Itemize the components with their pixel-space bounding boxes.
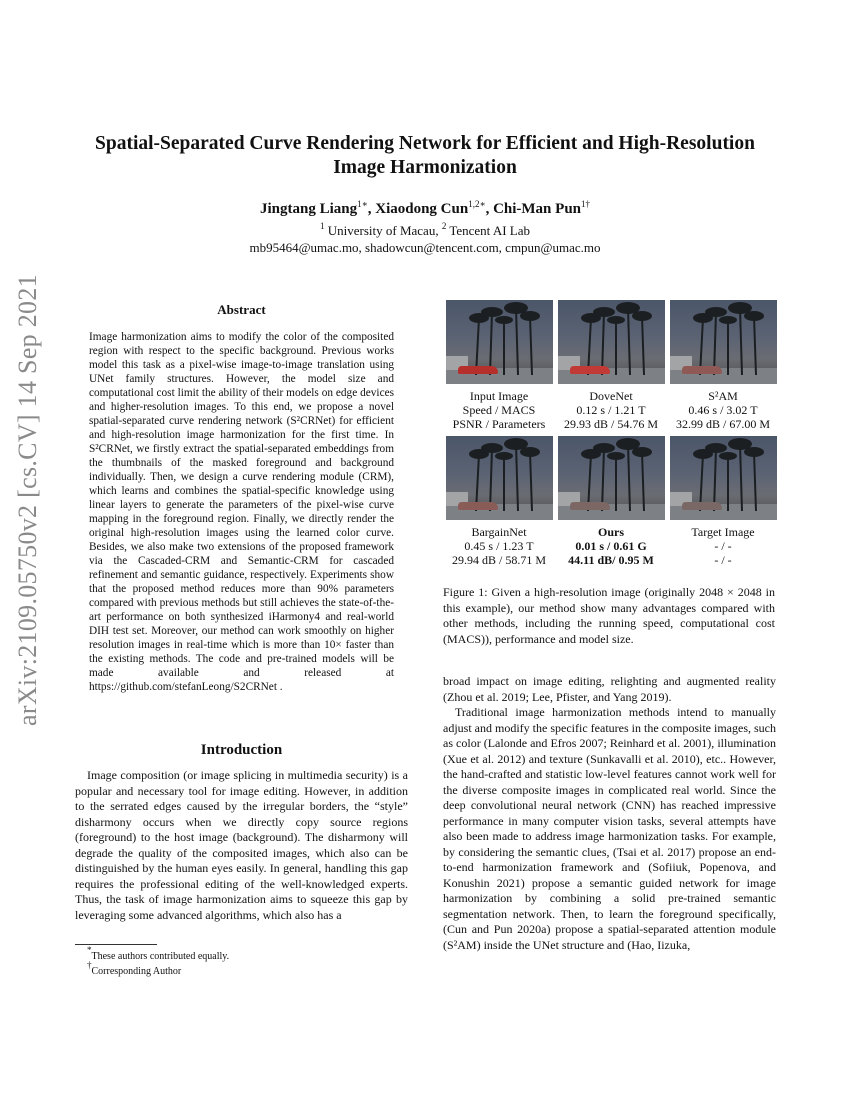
figure-thumbnail <box>670 436 777 520</box>
figure-thumbnail <box>446 436 553 520</box>
method-name: S²AM <box>708 389 738 403</box>
title-line-1: Spatial-Separated Curve Rendering Network for Efficient and High-Resolution <box>95 133 755 154</box>
figure-caption-cell <box>564 389 658 431</box>
method-name: Input Image <box>469 389 529 403</box>
car <box>570 502 610 510</box>
psnr-params: 29.94 dB / 58.71 M <box>451 553 546 567</box>
footnote-text: Corresponding Author <box>91 966 182 977</box>
speed-macs: - / - <box>714 539 732 553</box>
footnote-1 <box>87 945 230 963</box>
figure-1 <box>443 300 779 567</box>
title-line-2: Image Harmonization <box>333 157 517 178</box>
figure-caption-cell <box>453 389 546 431</box>
paragraph: broad impact on image editing, relighting and augmented reality (Zhou et al. 2019; Lee, Pfister, and Yang 2019). <box>443 674 776 704</box>
car <box>682 502 722 510</box>
author-list: Jingtang Liang$^{1∗}$, Xiaodong Cun$^{1,2∗}$, Chi-Man Pun$^{1\dagger}$ <box>259 199 590 217</box>
abstract-text: Image harmonization aims to modify the color of the composited region with respect to the specific background. Previous works model this task as a pixel-wise image-to-image translation using UNet family structures. However, the model size and computational cost limit the ability of their models on edge devices and higher-resolution images. To this end, we propose a novel spatial-separated curve rendering network (S²CRNet) for efficient and high-resolution image harmonization for the first time. In S²CRNet, we firstly extract the spatial-separated embeddings from the thumbnails of the masked foreground and background individually. Then, we design a curve rendering module (CRM), which learns and combines the spatial-specific knowledge using linear layers to generate the parameters of the pixel-wise curve mapping in the foreground region. Finally, we directly render the original high-resolution images using the learned color curve. Besides, we also make two extensions of the proposed framework via the Cascaded-CRM and Semantic-CRM for cascaded refinement and semantic guidance, respectively. Experiments show that the proposed method reduces more than 90% parameters compared with previous methods but still achieves the state-of-the-art performance on both synthesized iHarmony4 and real-world DIH test set. Moreover, our method can work smoothly on higher resolution images in real-time which is more than 10× faster than the existing methods. The code and pre-trained models will be made available and released at https://github.com/stefanLeong/S2CRNet . <box>89 331 394 693</box>
figure-cell-s2am <box>667 300 779 431</box>
abstract-heading: Abstract <box>217 302 266 317</box>
speed-macs: 0.12 s / 1.21 T <box>576 403 646 417</box>
right-column-text <box>443 674 776 953</box>
speed-macs: Speed / MACS <box>462 403 536 417</box>
paragraph: Traditional image harmonization methods intend to manually adjust and modify the specific features in the composite images, such as color (Lalonde and Efros 2007; Reinhard et al. 2001), illumination (Xue et al. 2012) and texture (Sunkavalli et al. 2010), etc.. However, the hand-crafted and statistic low-level features cannot work well for the diverse composite images in complicated real world. Since the deep convolutional neural network (CNN) has reached impressive performance in many computer vision tasks, several attempts have also been made to address image harmonization tasks. For example, by considering the semantic clues, (Tsai et al. 2017) propose an end-to-end harmonization framework and (Sofiiuk, Popenova, and Konushin 2021) propose a semantic guided network for image harmonization by combining a solid pre-trained semantic segmentation network. Then, to learn the foreground specifically, (Cun and Pun 2020a) propose a spatial-separated attention module (S²AM) inside the UNet structure and (Hao, Iizuka, <box>443 705 776 952</box>
paper-title <box>60 132 790 180</box>
speed-macs: 0.45 s / 1.23 T <box>464 539 534 553</box>
affil-mark: 1 <box>319 221 325 231</box>
method-name: DoveNet <box>589 389 633 403</box>
method-name: Ours <box>597 525 624 539</box>
author-mark: 1† <box>581 199 590 209</box>
author-mark: 1∗ <box>357 199 368 209</box>
figure-cell-target <box>667 436 779 567</box>
figure-cell-dovenet <box>555 300 667 431</box>
psnr-params: PSNR / Parameters <box>452 417 546 431</box>
author-name: Xiaodong Cun <box>375 201 469 217</box>
figure-thumbnail <box>446 300 553 384</box>
affiliation-1: University of Macau, <box>327 223 439 238</box>
intro-paragraph: Image composition (or image splicing in multimedia security) is a popular and necessary tool for image editing. However, in addition to the serrated edges caused by the irregular borders, the “style” disharmony occurs when we directly copy source regions (foreground) to the host image (background). The disharmony will degrade the quality of the composited images, which also can be distinguished by the human eyes easily. In general, handling this gap requires the professional editing of the well-knowledged experts. Thus, the task of image harmonization aims to squeeze this gap by leveraging some advanced algorithms, which also has a <box>75 768 408 922</box>
affiliation-2: Tencent AI Lab <box>449 223 531 238</box>
figure-cell-input <box>443 300 555 431</box>
intro-heading: Introduction <box>200 742 283 758</box>
figure-cell-ours <box>555 436 667 567</box>
footnote-text: These authors contributed equally. <box>91 951 230 962</box>
author-name: Jingtang Liang <box>259 201 358 217</box>
car <box>458 366 498 374</box>
method-name: BargainNet <box>471 525 527 539</box>
arxiv-id: arXiv:2109.05750v2 [cs.CV] 14 Sep 2021 <box>13 274 43 726</box>
figure-thumbnail <box>670 300 777 384</box>
figure-caption-cell <box>568 525 654 567</box>
figure-thumbnail <box>558 300 665 384</box>
figure-caption-cell <box>691 525 754 567</box>
intro-left-text <box>75 768 408 923</box>
footnote-mark: † <box>87 960 92 970</box>
speed-macs: 0.46 s / 3.02 T <box>688 403 758 417</box>
affiliations <box>60 222 790 256</box>
footnote-mark: * <box>87 945 92 955</box>
footnote-2 <box>87 960 182 978</box>
car <box>458 502 498 510</box>
speed-macs: 0.01 s / 0.61 G <box>575 539 647 553</box>
arxiv-side-banner <box>8 274 48 726</box>
emails: mb95464@umac.mo, shadowcun@tencent.com, cmpun@umac.mo <box>249 240 601 255</box>
figure-caption-cell <box>452 525 546 567</box>
psnr-params: - / - <box>714 553 732 567</box>
psnr-params: 44.11 dB/ 0.95 M <box>568 553 654 567</box>
psnr-params: 29.93 dB / 54.76 M <box>563 417 658 431</box>
author-mark: 1,2∗ <box>468 199 486 209</box>
figure-cell-bargainnet <box>443 436 555 567</box>
method-name: Target Image <box>691 525 755 539</box>
figure-caption-cell <box>676 389 770 431</box>
author-name: Chi-Man Pun <box>493 201 581 217</box>
car <box>682 366 722 374</box>
car <box>570 366 610 374</box>
figure-thumbnail <box>558 436 665 520</box>
figure-caption: Figure 1: Given a high-resolution image (originally 2048 × 2048 in this example), our method show many advantages compared with other methods, including the running speed, computational cost (MACS)), performance and model size. <box>443 585 775 646</box>
affil-mark: 2 <box>441 221 447 231</box>
psnr-params: 32.99 dB / 67.00 M <box>675 417 770 431</box>
